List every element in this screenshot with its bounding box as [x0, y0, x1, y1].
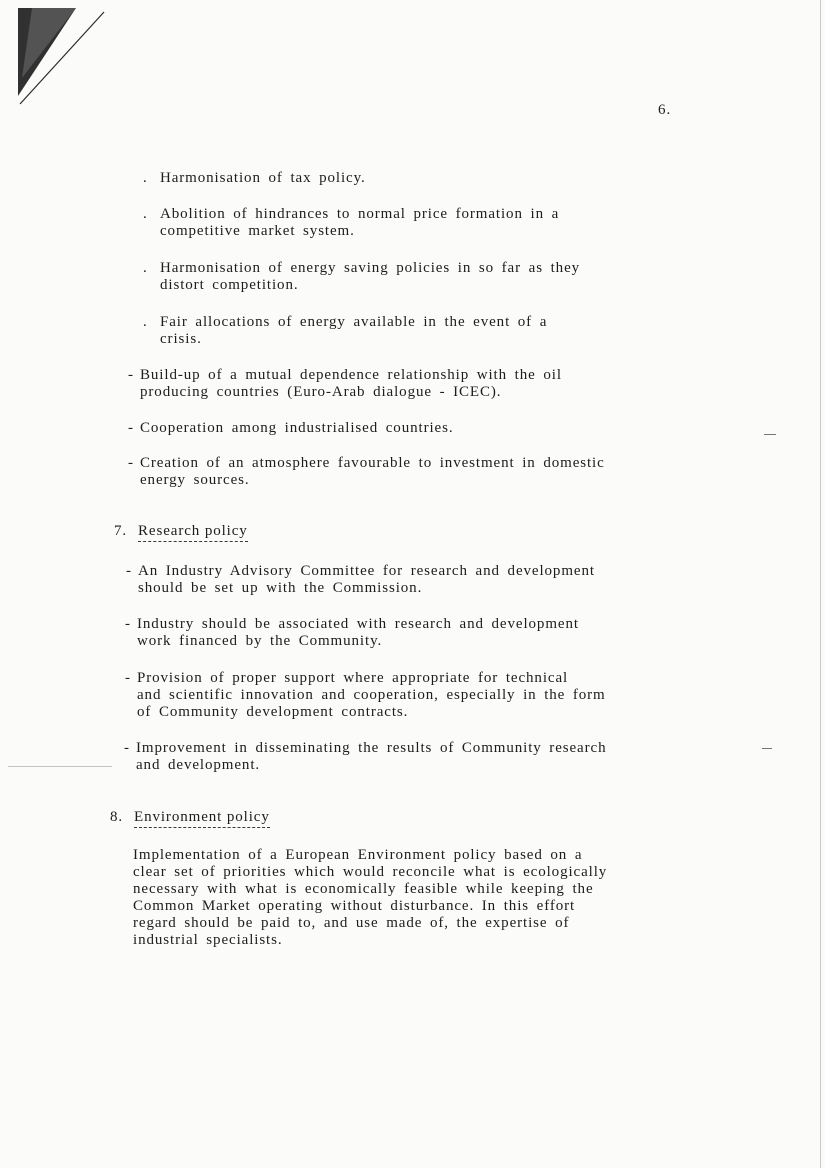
list-item-line: Abolition of hindrances to normal price formation in a	[160, 206, 560, 222]
list-item-line: Build-up of a mutual dependence relationship with the oil	[140, 367, 562, 383]
list-item-line: producing countries (Euro-Arab dialogue - ICEC).	[140, 384, 502, 400]
scan-mark	[8, 766, 112, 767]
list-item-line: Cooperation among industrialised countries.	[140, 420, 454, 436]
list-item	[140, 367, 562, 401]
list-item-line: competitive market system.	[160, 223, 355, 239]
list-item-line: An Industry Advisory Committee for research and development	[138, 563, 595, 579]
list-item	[137, 616, 579, 650]
bullet-dash: -	[128, 455, 133, 471]
page-edge-line	[820, 0, 821, 1168]
list-item	[160, 170, 366, 187]
list-item	[140, 420, 453, 437]
list-item	[160, 206, 559, 240]
page-number: 6.	[658, 102, 672, 118]
scan-mark	[762, 748, 772, 749]
list-item-line: should be set up with the Commission.	[138, 580, 423, 596]
bullet-dash: -	[125, 616, 130, 632]
list-item	[140, 455, 605, 489]
bullet-dot: .	[143, 170, 147, 186]
bullet-dot: .	[143, 206, 147, 222]
list-item-line: and scientific innovation and cooperation, especially in the form	[137, 687, 606, 703]
list-item	[138, 563, 595, 597]
paragraph-line: regard should be paid to, and use made of, the expertise of	[133, 915, 570, 931]
bullet-dot: .	[143, 314, 147, 330]
scan-mark	[764, 434, 776, 435]
list-item-line: Industry should be associated with research and development	[137, 616, 579, 632]
list-item-line: energy sources.	[140, 472, 250, 488]
list-item-line: Creation of an atmosphere favourable to investment in domestic	[140, 455, 605, 471]
list-item	[160, 260, 580, 294]
paragraph-line: Implementation of a European Environment policy based on a	[133, 847, 583, 863]
list-item-line: work financed by the Community.	[137, 633, 383, 649]
list-item	[136, 740, 606, 774]
list-item-line: Fair allocations of energy available in the event of a	[160, 314, 548, 330]
list-item-line: and development.	[136, 757, 261, 773]
paragraph-line: clear set of priorities which would reconcile what is ecologically	[133, 864, 608, 880]
bullet-dash: -	[128, 420, 133, 436]
list-item-line: Harmonisation of energy saving policies in so far as they	[160, 260, 581, 276]
paragraph-line: Common Market operating without disturbance. In this effort	[133, 898, 576, 914]
list-item-line: distort competition.	[160, 277, 299, 293]
list-item-line: Provision of proper support where appropriate for technical	[137, 670, 569, 686]
paragraph-line: necessary with what is economically feasible while keeping the	[133, 881, 594, 897]
bullet-dash: -	[128, 367, 133, 383]
section-number: 8.	[110, 809, 124, 825]
staple-corner-mark	[18, 8, 110, 108]
paragraph	[133, 847, 607, 949]
section-number: 7.	[114, 523, 128, 539]
list-item-line: Harmonisation of tax policy.	[160, 170, 366, 186]
bullet-dash: -	[125, 670, 130, 686]
section-title: Environment policy	[134, 809, 270, 828]
paragraph-line: industrial specialists.	[133, 932, 283, 948]
section-heading-environment	[110, 809, 270, 828]
list-item-line: of Community development contracts.	[137, 704, 409, 720]
list-item	[160, 314, 547, 348]
section-heading-research	[114, 523, 248, 542]
list-item-line: Improvement in disseminating the results of Community research	[136, 740, 607, 756]
list-item	[137, 670, 606, 721]
bullet-dot: .	[143, 260, 147, 276]
section-title: Research policy	[138, 523, 248, 542]
list-item-line: crisis.	[160, 331, 202, 347]
bullet-dash: -	[124, 740, 129, 756]
bullet-dash: -	[126, 563, 131, 579]
